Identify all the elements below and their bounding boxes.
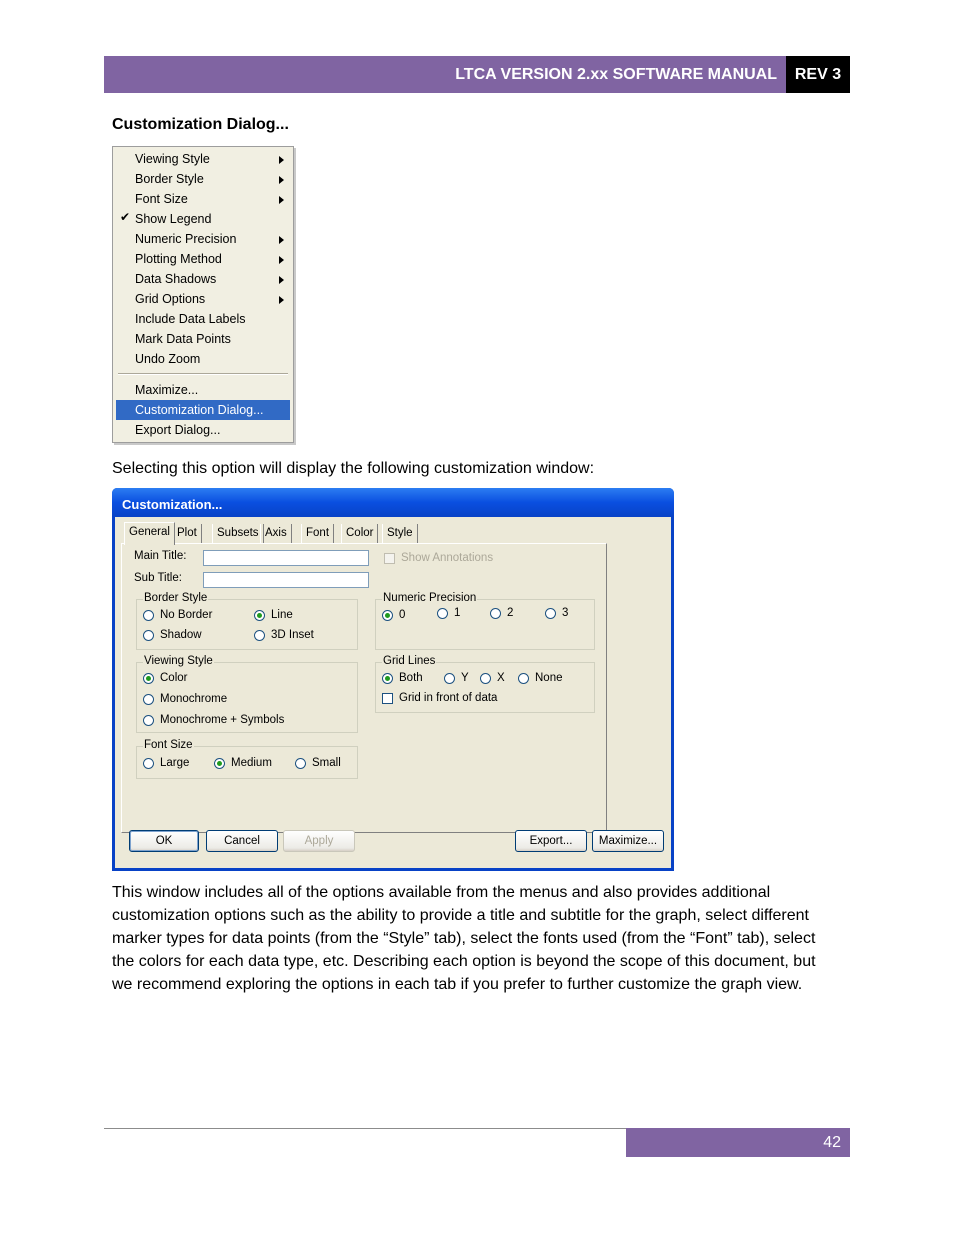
revision-label: REV 3 (786, 56, 850, 93)
dialog-titlebar[interactable] (112, 488, 674, 517)
precision-2-radio[interactable]: 2 (490, 607, 513, 619)
grid-y-radio[interactable]: Y (444, 672, 469, 684)
font-size-group (136, 739, 358, 779)
radio-selected-icon (382, 610, 393, 621)
menu-item-font-size[interactable]: Font Size (116, 189, 290, 209)
menu-item-numeric-precision[interactable]: Numeric Precision (116, 229, 290, 249)
menu-item-customization-dialog[interactable]: Customization Dialog... (116, 400, 290, 420)
intro-paragraph: Selecting this option will display the following customization window: (112, 460, 595, 477)
monochrome-symbols-radio[interactable]: Monochrome + Symbols (143, 714, 284, 726)
radio-selected-icon (382, 673, 393, 684)
submenu-arrow-icon (279, 296, 284, 304)
precision-3-radio[interactable]: 3 (545, 607, 568, 619)
main-title-label: Main Title: (134, 550, 187, 562)
radio-icon (254, 630, 265, 641)
radio-icon (437, 608, 448, 619)
radio-selected-icon (214, 758, 225, 769)
radio-icon (518, 673, 529, 684)
menu-item-export-dialog[interactable]: Export Dialog... (135, 423, 221, 437)
submenu-arrow-icon (279, 156, 284, 164)
precision-1-radio[interactable]: 1 (437, 607, 460, 619)
tab-style[interactable]: Style (382, 524, 418, 543)
submenu-arrow-icon (279, 256, 284, 264)
menu-item-viewing-style[interactable]: Viewing Style (116, 149, 290, 169)
main-title-input[interactable] (203, 550, 369, 566)
grid-lines-group (375, 655, 595, 713)
precision-0-radio[interactable]: 0 (382, 609, 405, 621)
checkbox-icon (382, 693, 393, 704)
radio-icon (143, 610, 154, 621)
font-medium-radio[interactable]: Medium (214, 757, 272, 769)
page-header (104, 56, 850, 93)
menu-item-undo-zoom[interactable]: Undo Zoom (135, 352, 201, 366)
submenu-arrow-icon (279, 176, 284, 184)
radio-icon (143, 715, 154, 726)
grid-none-radio[interactable]: None (518, 672, 563, 684)
general-tab-panel (121, 543, 607, 833)
body-paragraph: This window includes all of the options available from the menus and also provides additional customization options such as the ability to provide a title and subtitle for the graph, select different marker types for data points (from the “Style” tab), select the fonts used (from the “Font” tab), select the colors for each data type, etc. Describing each option is beyond the scope of this document, but we recommend exploring the options in each tab if you prefer to further customize the graph view. (112, 884, 816, 993)
menu-item-include-data-labels[interactable]: Include Data Labels (135, 312, 246, 326)
font-large-radio[interactable]: Large (143, 757, 189, 769)
radio-icon (490, 608, 501, 619)
grid-x-radio[interactable]: X (480, 672, 505, 684)
radio-icon (143, 694, 154, 705)
menu-item-data-shadows[interactable]: Data Shadows (116, 269, 290, 289)
menu-separator (118, 373, 288, 375)
tab-axis[interactable]: Axis (260, 524, 292, 543)
menu-item-maximize[interactable]: Maximize... (135, 383, 199, 397)
export-button[interactable]: Export... (515, 830, 587, 852)
sub-title-input[interactable] (203, 572, 369, 588)
sub-title-label: Sub Title: (134, 572, 182, 584)
manual-title: LTCA VERSION 2.xx SOFTWARE MANUAL (104, 56, 786, 93)
3d-inset-radio[interactable]: 3D Inset (254, 629, 314, 641)
no-border-radio[interactable]: No Border (143, 609, 212, 621)
radio-icon (480, 673, 491, 684)
shadow-radio[interactable]: Shadow (143, 629, 202, 641)
radio-icon (143, 630, 154, 641)
radio-icon (545, 608, 556, 619)
cancel-button[interactable]: Cancel (206, 830, 278, 852)
customization-dialog (112, 488, 674, 871)
radio-icon (295, 758, 306, 769)
grid-in-front-checkbox[interactable]: Grid in front of data (382, 692, 497, 704)
tab-general[interactable]: General (124, 522, 175, 545)
submenu-arrow-icon (279, 276, 284, 284)
menu-item-grid-options[interactable]: Grid Options (116, 289, 290, 309)
menu-item-plotting-method[interactable]: Plotting Method (116, 249, 290, 269)
apply-button[interactable]: Apply (283, 830, 355, 852)
monochrome-radio[interactable]: Monochrome (143, 693, 227, 705)
submenu-arrow-icon (279, 196, 284, 204)
radio-icon (143, 758, 154, 769)
color-radio[interactable]: Color (143, 672, 187, 684)
menu-item-show-legend[interactable]: ✔ Show Legend (120, 210, 212, 226)
checkmark-icon: ✔ (120, 210, 131, 224)
tab-font[interactable]: Font (301, 524, 334, 543)
footer-divider (104, 1128, 626, 1129)
viewing-style-label: Viewing Style (144, 655, 213, 667)
grid-both-radio[interactable]: Both (382, 672, 423, 684)
checkbox-icon (384, 553, 395, 564)
radio-selected-icon (254, 610, 265, 621)
numeric-precision-group (375, 592, 595, 650)
font-size-label: Font Size (144, 739, 193, 751)
menu-item-border-style[interactable]: Border Style (116, 169, 290, 189)
submenu-arrow-icon (279, 236, 284, 244)
ok-button[interactable]: OK (129, 830, 199, 852)
tab-plot[interactable]: Plot (172, 524, 202, 543)
grid-lines-label: Grid Lines (383, 655, 436, 667)
border-style-group (136, 592, 358, 650)
show-annotations-checkbox[interactable]: Show Annotations (384, 552, 493, 564)
viewing-style-group (136, 655, 358, 733)
dialog-body (115, 517, 671, 868)
dialog-title: Customization... (122, 497, 223, 512)
border-style-label: Border Style (144, 592, 208, 604)
font-small-radio[interactable]: Small (295, 757, 341, 769)
maximize-button[interactable]: Maximize... (592, 830, 664, 852)
radio-icon (444, 673, 455, 684)
section-title: Customization Dialog... (112, 116, 289, 133)
page-number: 42 (626, 1128, 850, 1157)
menu-item-mark-data-points[interactable]: Mark Data Points (135, 332, 231, 346)
radio-selected-icon (143, 673, 154, 684)
tab-color[interactable]: Color (341, 524, 378, 543)
context-menu (112, 146, 294, 443)
numeric-precision-label: Numeric Precision (383, 592, 477, 604)
line-radio[interactable]: Line (254, 609, 293, 621)
tab-subsets[interactable]: Subsets (212, 524, 264, 543)
